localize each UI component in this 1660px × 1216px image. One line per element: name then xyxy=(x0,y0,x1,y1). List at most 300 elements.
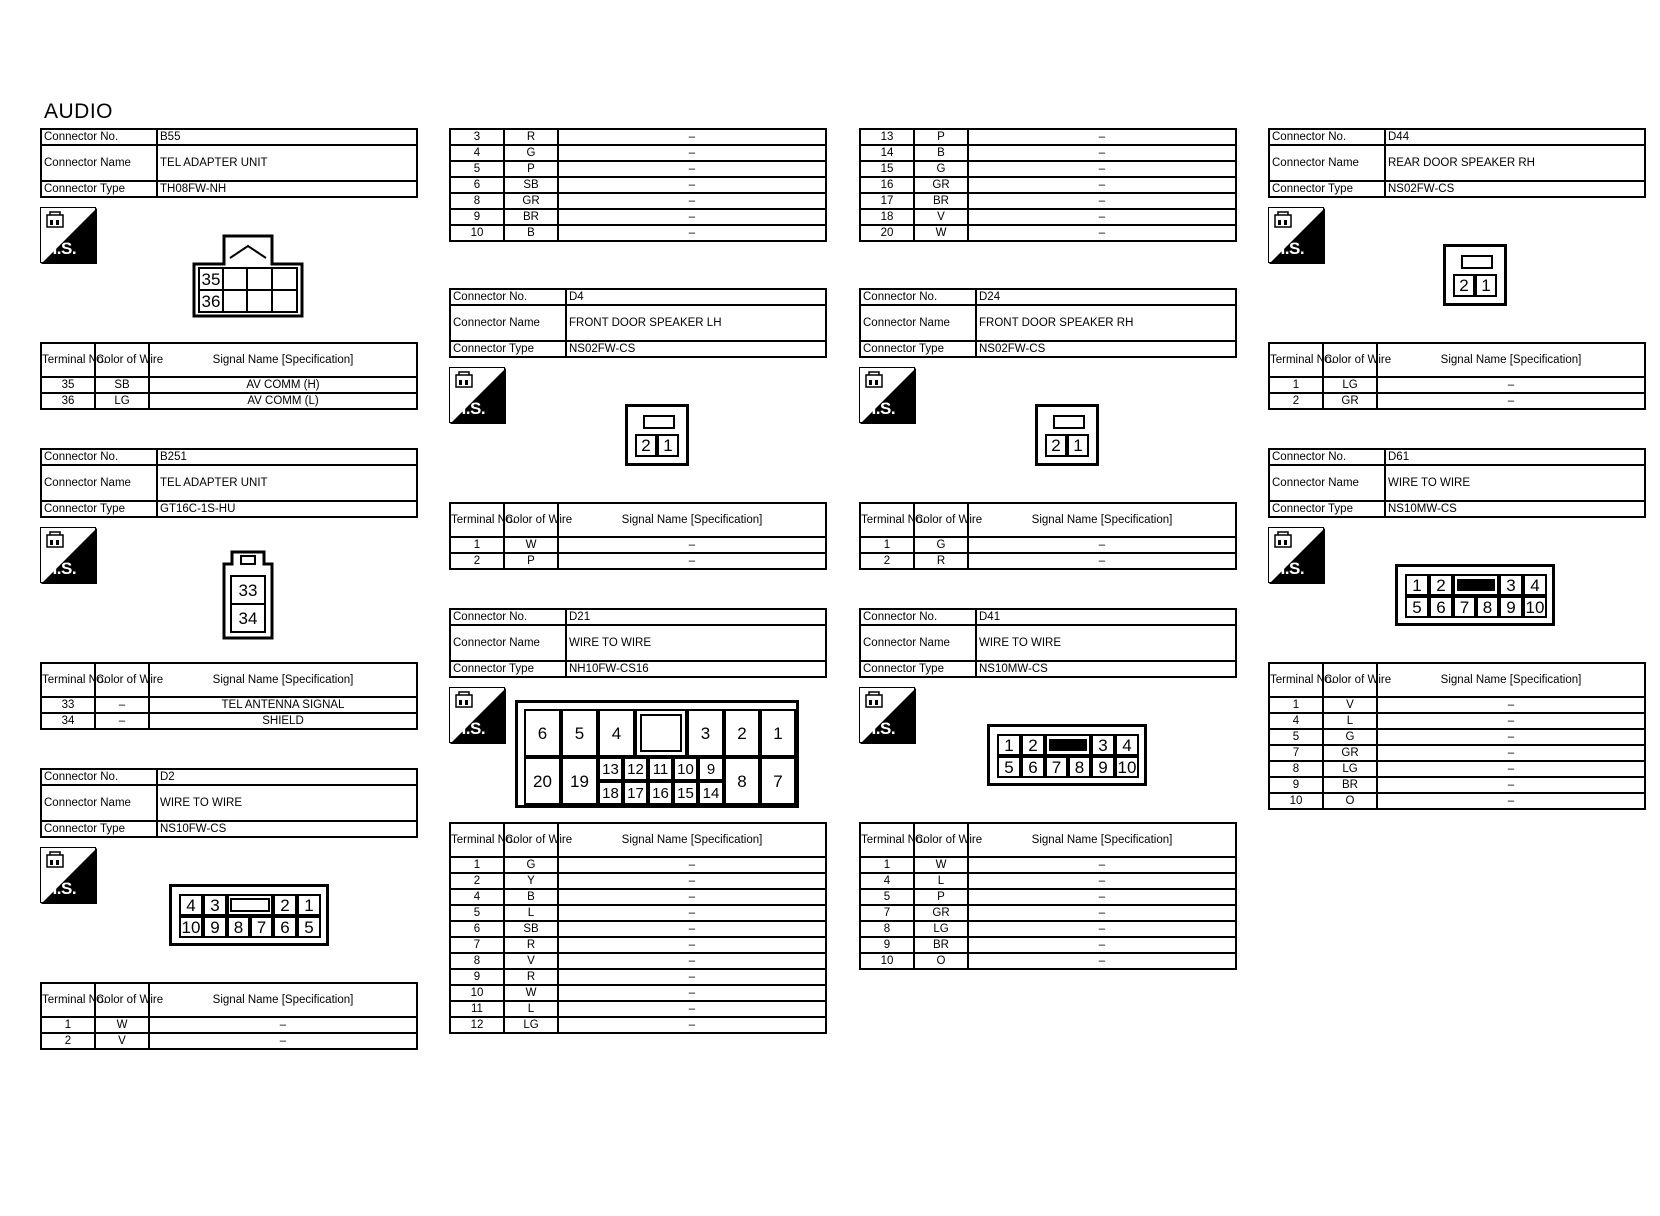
terminal-table-b55 xyxy=(40,342,418,410)
connector-face-d21 xyxy=(515,700,799,808)
pin: 7 xyxy=(250,916,273,938)
connector-info-b55 xyxy=(40,128,418,198)
color-header: Color of Wire xyxy=(95,343,149,377)
terminal-cell: 17 xyxy=(860,193,914,209)
table-row xyxy=(860,129,1236,145)
color-cell: V xyxy=(1323,697,1377,713)
terminal-cell: 10 xyxy=(450,225,504,241)
color-cell: GR xyxy=(1323,393,1377,409)
connector-no-value: B251 xyxy=(157,449,417,465)
signal-cell: – xyxy=(558,1017,826,1033)
terminal-cell: 7 xyxy=(1269,745,1323,761)
signal-cell: – xyxy=(968,553,1236,569)
table-row xyxy=(1269,697,1645,713)
pin: 7 xyxy=(1045,756,1068,778)
signal-cell: – xyxy=(968,225,1236,241)
connector-info-b251 xyxy=(40,448,418,518)
table-row xyxy=(450,1017,826,1033)
table-row xyxy=(860,193,1236,209)
key-slot xyxy=(1053,415,1085,429)
pin: 10 xyxy=(1115,756,1139,778)
signal-cell: – xyxy=(968,145,1236,161)
pin: 7 xyxy=(760,757,796,805)
table-row xyxy=(450,889,826,905)
terminal-cell: 10 xyxy=(1269,793,1323,809)
pin: 10 xyxy=(179,916,203,938)
connector-info-d21 xyxy=(449,608,827,678)
color-cell: B xyxy=(504,889,558,905)
terminal-cell: 1 xyxy=(41,1017,95,1033)
pin: 2 xyxy=(1045,434,1067,457)
signal-cell: – xyxy=(558,1001,826,1017)
color-cell: L xyxy=(1323,713,1377,729)
signal-header: Signal Name [Specification] xyxy=(149,983,417,1017)
color-cell: G xyxy=(1323,729,1377,745)
connector-no-label: Connector No. xyxy=(1269,449,1385,465)
table-row xyxy=(450,145,826,161)
color-cell: P xyxy=(914,129,968,145)
hs-icon xyxy=(1268,207,1324,263)
signal-cell: – xyxy=(968,209,1236,225)
hs-icon xyxy=(859,367,915,423)
pin: 14 xyxy=(698,781,724,805)
table-row xyxy=(860,953,1236,969)
color-cell: R xyxy=(504,937,558,953)
table-row xyxy=(450,937,826,953)
connector-no-value: D2 xyxy=(157,769,417,785)
terminal-cell: 2 xyxy=(450,553,504,569)
connector-face-d24 xyxy=(1035,404,1099,466)
pin: 18 xyxy=(598,781,623,805)
terminal-no-header: Terminal No. xyxy=(1269,343,1323,377)
terminal-cell: 5 xyxy=(860,889,914,905)
signal-cell: – xyxy=(558,937,826,953)
connector-name-label: Connector Name xyxy=(450,305,566,341)
terminal-table-d24 xyxy=(859,502,1237,570)
terminal-table-d21 xyxy=(449,822,827,1034)
key-slot xyxy=(1453,574,1499,596)
pin: 12 xyxy=(623,757,648,781)
connector-name-value: TEL ADAPTER UNIT xyxy=(157,145,417,181)
connector-name-value: WIRE TO WIRE xyxy=(1385,465,1645,501)
hs-label: H.S. xyxy=(864,399,896,418)
pin: 8 xyxy=(227,916,250,938)
table-row xyxy=(450,1001,826,1017)
color-cell: P xyxy=(504,553,558,569)
table-row xyxy=(1269,745,1645,761)
terminal-table-d61 xyxy=(1268,662,1646,810)
terminal-cell: 33 xyxy=(41,697,95,713)
table-row xyxy=(860,553,1236,569)
terminal-table xyxy=(449,822,827,1034)
key-slot xyxy=(643,415,675,429)
terminal-no-header: Terminal No. xyxy=(860,823,914,857)
table-row xyxy=(41,697,417,713)
table-row xyxy=(41,393,417,409)
table-row xyxy=(1269,777,1645,793)
terminal-cell: 11 xyxy=(450,1001,504,1017)
terminal-cell: 4 xyxy=(450,145,504,161)
terminal-cell: 10 xyxy=(450,985,504,1001)
color-cell: W xyxy=(504,985,558,1001)
connector-no-label: Connector No. xyxy=(450,609,566,625)
connector-type-label: Connector Type xyxy=(450,661,566,677)
terminal-no-header: Terminal No. xyxy=(450,823,504,857)
connector-type-label: Connector Type xyxy=(1269,181,1385,197)
terminal-table-d21-continued xyxy=(859,128,1237,242)
signal-cell: – xyxy=(149,1033,417,1049)
terminal-cell: 2 xyxy=(450,873,504,889)
terminal-cell: 16 xyxy=(860,177,914,193)
signal-cell: – xyxy=(558,193,826,209)
connector-name-value: WIRE TO WIRE xyxy=(976,625,1236,661)
color-cell: W xyxy=(95,1017,149,1033)
connector-info-d61 xyxy=(1268,448,1646,518)
color-cell: BR xyxy=(1323,777,1377,793)
hs-icon xyxy=(859,687,915,743)
color-cell: SB xyxy=(95,377,149,393)
connector-name-value: FRONT DOOR SPEAKER LH xyxy=(566,305,826,341)
terminal-cell: 2 xyxy=(1269,393,1323,409)
color-cell: O xyxy=(1323,793,1377,809)
terminal-cell: 9 xyxy=(1269,777,1323,793)
color-cell: Y xyxy=(504,873,558,889)
key-slot xyxy=(635,709,687,757)
signal-cell: – xyxy=(558,905,826,921)
terminal-cell: 5 xyxy=(450,161,504,177)
color-cell: V xyxy=(914,209,968,225)
pin: 4 xyxy=(598,709,635,757)
connector-face-d41 xyxy=(987,724,1147,786)
signal-header: Signal Name [Specification] xyxy=(968,823,1236,857)
terminal-cell: 36 xyxy=(41,393,95,409)
hs-icon xyxy=(449,367,505,423)
signal-cell: – xyxy=(558,537,826,553)
connector-no-label: Connector No. xyxy=(1269,129,1385,145)
hs-label: H.S. xyxy=(1273,239,1305,258)
table-row xyxy=(450,969,826,985)
signal-cell: – xyxy=(1377,713,1645,729)
color-cell: LG xyxy=(1323,761,1377,777)
pin: 17 xyxy=(623,781,648,805)
signal-cell: – xyxy=(558,857,826,873)
pin: 13 xyxy=(598,757,623,781)
connector-name-value: TEL ADAPTER UNIT xyxy=(157,465,417,501)
connector-name-label: Connector Name xyxy=(860,625,976,661)
table-row xyxy=(450,129,826,145)
color-header: Color of Wire xyxy=(914,503,968,537)
color-header: Color of Wire xyxy=(504,503,558,537)
hs-label: H.S. xyxy=(454,719,486,738)
color-cell: R xyxy=(504,129,558,145)
hs-label: H.S. xyxy=(45,239,77,258)
connector-no-value: D21 xyxy=(566,609,826,625)
signal-cell: – xyxy=(558,161,826,177)
terminal-cell: 1 xyxy=(1269,377,1323,393)
pin: 8 xyxy=(1068,756,1091,778)
terminal-cell: 1 xyxy=(450,537,504,553)
connector-type-label: Connector Type xyxy=(41,821,157,837)
pin: 9 xyxy=(1091,756,1115,778)
connector-name-value: WIRE TO WIRE xyxy=(157,785,417,821)
pin: 1 xyxy=(1405,574,1429,596)
pin: 3 xyxy=(687,709,724,757)
pin: 15 xyxy=(673,781,698,805)
signal-cell: – xyxy=(1377,793,1645,809)
key-slot xyxy=(1461,255,1493,269)
terminal-table xyxy=(449,128,827,242)
connector-name-label: Connector Name xyxy=(41,145,157,181)
signal-cell: – xyxy=(968,953,1236,969)
terminal-cell: 4 xyxy=(860,873,914,889)
connector-no-label: Connector No. xyxy=(41,769,157,785)
terminal-cell: 1 xyxy=(1269,697,1323,713)
pin: 11 xyxy=(648,757,673,781)
connector-face-d61 xyxy=(1395,564,1555,626)
table-row xyxy=(450,857,826,873)
signal-header: Signal Name [Specification] xyxy=(558,503,826,537)
color-cell: LG xyxy=(914,921,968,937)
connector-no-value: D44 xyxy=(1385,129,1645,145)
color-cell: LG xyxy=(95,393,149,409)
signal-cell: – xyxy=(558,177,826,193)
pin: 3 xyxy=(1091,734,1115,756)
table-row xyxy=(450,193,826,209)
pin: 7 xyxy=(1453,596,1476,618)
terminal-cell: 8 xyxy=(450,193,504,209)
terminal-cell: 8 xyxy=(1269,761,1323,777)
table-row xyxy=(41,713,417,729)
hs-label: H.S. xyxy=(45,879,77,898)
color-cell: LG xyxy=(1323,377,1377,393)
terminal-cell: 3 xyxy=(450,129,504,145)
connector-type-label: Connector Type xyxy=(860,341,976,357)
color-cell: G xyxy=(504,145,558,161)
terminal-cell: 9 xyxy=(860,937,914,953)
terminal-cell: 6 xyxy=(450,177,504,193)
connector-name-label: Connector Name xyxy=(860,305,976,341)
terminal-cell: 14 xyxy=(860,145,914,161)
connector-face-d44 xyxy=(1443,244,1507,306)
connector-no-label: Connector No. xyxy=(41,129,157,145)
terminal-cell: 18 xyxy=(860,209,914,225)
signal-cell: – xyxy=(968,537,1236,553)
signal-cell: – xyxy=(1377,697,1645,713)
connector-type-label: Connector Type xyxy=(860,661,976,677)
pin: 6 xyxy=(524,709,561,757)
color-cell: V xyxy=(95,1033,149,1049)
pin: 2 xyxy=(273,894,297,916)
color-cell: BR xyxy=(914,193,968,209)
pin: 2 xyxy=(635,434,657,457)
connector-info-d44 xyxy=(1268,128,1646,198)
terminal-cell: 1 xyxy=(860,537,914,553)
hs-icon xyxy=(449,687,505,743)
signal-cell: – xyxy=(1377,761,1645,777)
terminal-cell: 6 xyxy=(450,921,504,937)
color-cell: G xyxy=(504,857,558,873)
table-row xyxy=(1269,761,1645,777)
table-row xyxy=(860,905,1236,921)
connector-name-label: Connector Name xyxy=(1269,145,1385,181)
table-row xyxy=(450,537,826,553)
color-cell: – xyxy=(95,713,149,729)
color-cell: L xyxy=(504,905,558,921)
signal-cell: – xyxy=(968,905,1236,921)
pin: 16 xyxy=(648,781,673,805)
table-row xyxy=(860,209,1236,225)
table-row xyxy=(450,985,826,1001)
color-header: Color of Wire xyxy=(1323,663,1377,697)
connector-type-value: TH08FW-NH xyxy=(157,181,417,197)
table-row xyxy=(860,889,1236,905)
terminal-cell: 10 xyxy=(860,953,914,969)
connector-no-value: D61 xyxy=(1385,449,1645,465)
signal-header: Signal Name [Specification] xyxy=(149,663,417,697)
terminal-cell: 20 xyxy=(860,225,914,241)
color-cell: GR xyxy=(504,193,558,209)
terminal-cell: 8 xyxy=(860,921,914,937)
connector-face-b251 xyxy=(222,550,274,640)
terminal-table xyxy=(859,128,1237,242)
color-cell: BR xyxy=(504,209,558,225)
table-row xyxy=(450,873,826,889)
connector-type-value: GT16C-1S-HU xyxy=(157,501,417,517)
connector-no-label: Connector No. xyxy=(860,609,976,625)
color-header: Color of Wire xyxy=(504,823,558,857)
pin: 1 xyxy=(657,434,679,457)
table-row xyxy=(860,937,1236,953)
connector-no-value: D4 xyxy=(566,289,826,305)
table-row xyxy=(1269,729,1645,745)
color-header: Color of Wire xyxy=(95,663,149,697)
terminal-table-d2-continued xyxy=(449,128,827,242)
terminal-no-header: Terminal No. xyxy=(41,983,95,1017)
terminal-cell: 4 xyxy=(1269,713,1323,729)
terminal-cell: 7 xyxy=(450,937,504,953)
terminal-table-b251 xyxy=(40,662,418,730)
terminal-no-header: Terminal No. xyxy=(41,343,95,377)
terminal-cell: 13 xyxy=(860,129,914,145)
pin: 2 xyxy=(1429,574,1453,596)
table-row xyxy=(41,1017,417,1033)
key-slot xyxy=(227,894,273,916)
signal-header: Signal Name [Specification] xyxy=(1377,343,1645,377)
connector-no-value: B55 xyxy=(157,129,417,145)
color-cell: P xyxy=(504,161,558,177)
table-row xyxy=(860,145,1236,161)
hs-label: H.S. xyxy=(454,399,486,418)
color-cell: W xyxy=(504,537,558,553)
color-cell: GR xyxy=(914,905,968,921)
connector-type-value: NS10MW-CS xyxy=(976,661,1236,677)
table-row xyxy=(860,225,1236,241)
color-header: Color of Wire xyxy=(914,823,968,857)
signal-cell: – xyxy=(558,953,826,969)
pin: 3 xyxy=(203,894,227,916)
color-cell: B xyxy=(914,145,968,161)
connector-type-label: Connector Type xyxy=(1269,501,1385,517)
table-row xyxy=(860,921,1236,937)
connector-name-label: Connector Name xyxy=(41,465,157,501)
signal-cell: – xyxy=(558,873,826,889)
color-cell: GR xyxy=(914,177,968,193)
connector-name-value: FRONT DOOR SPEAKER RH xyxy=(976,305,1236,341)
signal-header: Signal Name [Specification] xyxy=(149,343,417,377)
color-cell: B xyxy=(504,225,558,241)
terminal-cell: 1 xyxy=(450,857,504,873)
color-header: Color of Wire xyxy=(95,983,149,1017)
connector-type-label: Connector Type xyxy=(41,501,157,517)
table-row xyxy=(860,161,1236,177)
signal-cell: – xyxy=(1377,745,1645,761)
pin: 1 xyxy=(1067,434,1089,457)
color-cell: BR xyxy=(914,937,968,953)
connector-type-label: Connector Type xyxy=(450,341,566,357)
pin: 10 xyxy=(673,757,698,781)
connector-info-d4 xyxy=(449,288,827,358)
connector-type-label: Connector Type xyxy=(41,181,157,197)
connector-face-b55 xyxy=(192,234,304,318)
connector-type-value: NH10FW-CS16 xyxy=(566,661,826,677)
pin: 5 xyxy=(997,756,1021,778)
connector-type-value: NS10MW-CS xyxy=(1385,501,1645,517)
table-row xyxy=(1269,793,1645,809)
hs-label: H.S. xyxy=(864,719,896,738)
connector-type-value: NS02FW-CS xyxy=(976,341,1236,357)
connector-no-label: Connector No. xyxy=(41,449,157,465)
pin: 20 xyxy=(524,757,561,805)
terminal-cell: 5 xyxy=(450,905,504,921)
signal-cell: – xyxy=(968,129,1236,145)
terminal-table-d2 xyxy=(40,982,418,1050)
color-cell: G xyxy=(914,161,968,177)
table-row xyxy=(450,921,826,937)
pin: 4 xyxy=(1115,734,1139,756)
signal-cell: – xyxy=(558,969,826,985)
table-row xyxy=(860,873,1236,889)
signal-cell: – xyxy=(968,857,1236,873)
color-cell: P xyxy=(914,889,968,905)
pin: 1 xyxy=(297,894,321,916)
table-row xyxy=(860,857,1236,873)
table-row xyxy=(1269,377,1645,393)
signal-cell: – xyxy=(968,177,1236,193)
connector-info-d24 xyxy=(859,288,1237,358)
color-cell: L xyxy=(914,873,968,889)
pin: 9 xyxy=(1499,596,1523,618)
color-cell: SB xyxy=(504,921,558,937)
signal-cell: – xyxy=(558,553,826,569)
pin: 5 xyxy=(1405,596,1429,618)
terminal-table-d44 xyxy=(1268,342,1646,410)
terminal-cell: 9 xyxy=(450,969,504,985)
terminal-cell: 2 xyxy=(41,1033,95,1049)
pin: 6 xyxy=(1021,756,1045,778)
pin: 9 xyxy=(698,757,724,781)
signal-cell: – xyxy=(1377,777,1645,793)
page-title: AUDIO xyxy=(44,100,114,123)
color-cell: – xyxy=(95,697,149,713)
signal-cell: – xyxy=(1377,393,1645,409)
connector-name-label: Connector Name xyxy=(1269,465,1385,501)
signal-cell: – xyxy=(558,985,826,1001)
terminal-cell: 35 xyxy=(41,377,95,393)
signal-cell: – xyxy=(968,889,1236,905)
color-header: Color of Wire xyxy=(1323,343,1377,377)
terminal-table-d41 xyxy=(859,822,1237,970)
terminal-cell: 34 xyxy=(41,713,95,729)
